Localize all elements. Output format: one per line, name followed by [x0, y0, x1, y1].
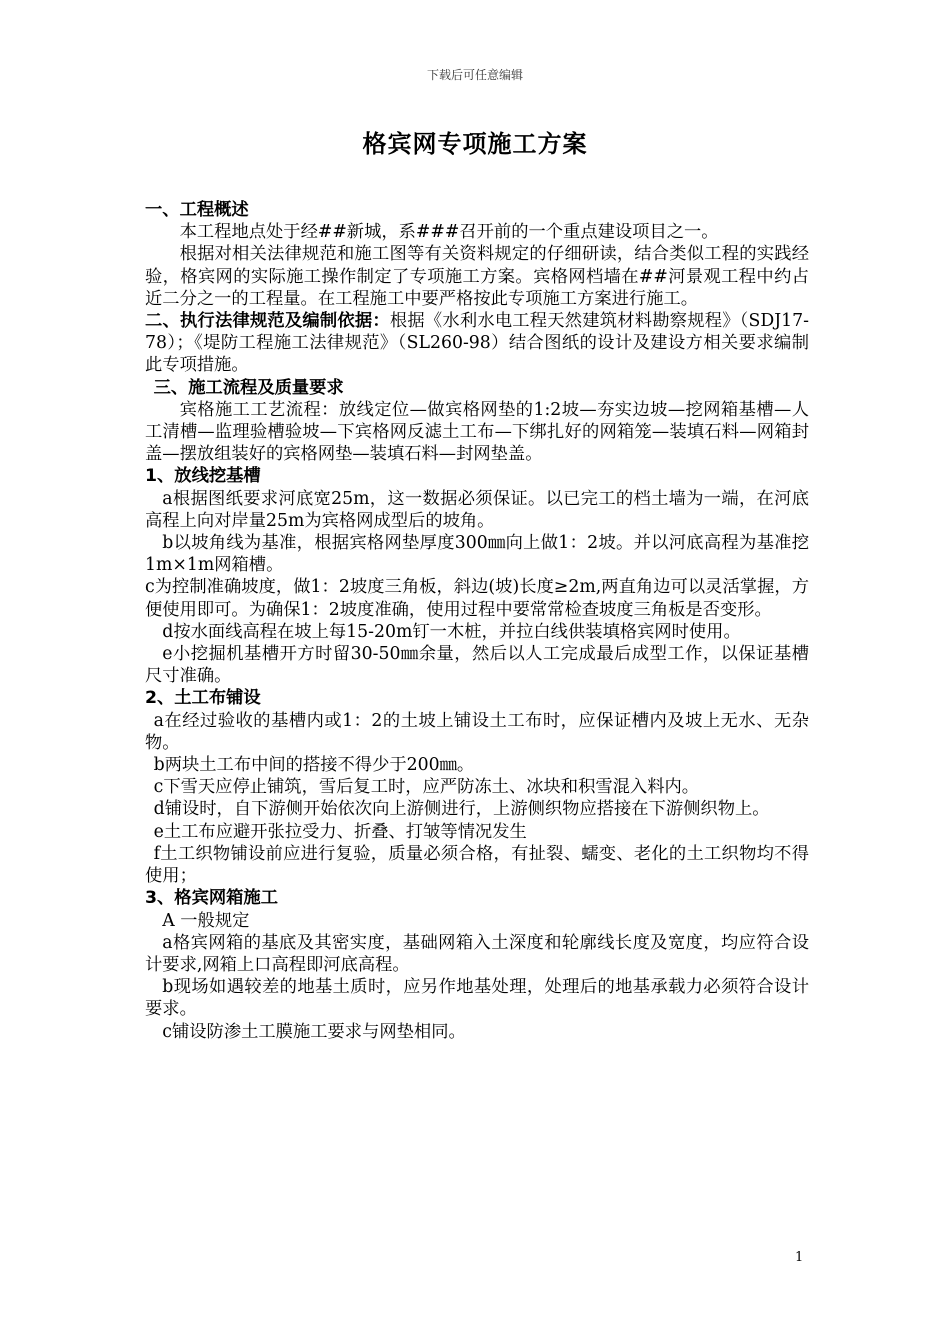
subsection-2-item-d: d铺设时，自下游侧开始依次向上游侧进行，上游侧织物应搭接在下游侧织物上。: [153, 799, 770, 820]
page-number: 1: [795, 1250, 804, 1265]
subsection-1-item-e: e小挖掘机基槽开方时留30-50㎜余量，然后以人工完成最后成型工作，以保证基槽尺寸准确。: [145, 644, 809, 687]
subsection-2-item-a: a在经过验收的基槽内或1：2的土坡上铺设土工布时，应保证槽内及坡上无水、无杂物。: [145, 710, 809, 753]
section-1-paragraph-2: 根据对相关法律规范和施工图等有关资料规定的仔细研读，结合类似工程的实践经验，格宾网的实际施工操作制定了专项施工方案。宾格网档墙在##河景观工程中约占近二分之一的工程量。在工程施工中要严格按此专项施工方案进行施工。: [145, 244, 809, 309]
subsection-2-item-e: e土工布应避开张拉受力、折叠、打皱等情况发生: [153, 821, 527, 842]
subsection-1-item-b: b以坡角线为基准，根据宾格网垫厚度300㎜向上做1：2坡。并以河底高程为基准挖1m×1m网箱槽。: [145, 533, 809, 576]
subsection-3-item-c: c铺设防渗土工膜施工要求与网垫相同。: [162, 1021, 466, 1042]
section-1-paragraph-1: 本工程地点处于经##新城，系###召开前的一个重点建设项目之一。: [179, 222, 719, 243]
section-2-text: 根据《水利水电工程天然建筑材料勘察规程》（SDJ17-78）；《堤防工程施工法律规范》（SL260-98）结合图纸的设计及建设方相关要求编制此专项措施。: [145, 311, 809, 376]
subsection-1-item-d: d按水面线高程在坡上每15-20m钉一木桩，并拉白线供装填格宾网时使用。: [162, 621, 741, 642]
subsection-1-item-c: c为控制准确坡度，做1：2坡度三角板，斜边(坡)长度≥2m,两直角边可以灵活掌握，方便使用即可。为确保1：2坡度准确，使用过程中要常常检查坡度三角板是否变形。: [145, 577, 809, 620]
subsection-2-heading: 2、土工布铺设: [145, 688, 261, 709]
section-1-heading: 一、工程概述: [145, 200, 249, 220]
section-3-paragraph-1: 宾格施工工艺流程：放线定位—做宾格网垫的1:2坡—夯实边坡—挖网箱基槽—人工清槽—监理验槽验坡—下宾格网反滤土工布—下绑扎好的网箱笼—装填石料—网箱封盖—摆放组装好的宾格网垫—装填石料—封网垫盖。: [145, 399, 809, 465]
subsection-3-item-a: a格宾网箱的基底及其密实度，基础网箱入土深度和轮廓线长度及宽度，均应符合设计要求,网箱上口高程即河底高程。: [145, 932, 809, 975]
subsection-3-general-rules: A 一般规定: [162, 910, 250, 931]
subsection-3-heading: 3、格宾网箱施工: [145, 888, 278, 909]
header-note: 下载后可任意编辑: [426, 68, 523, 82]
section-3-heading: 三、施工流程及质量要求: [153, 377, 344, 398]
section-2-paragraph: [145, 310, 809, 377]
section-2-heading: 二、执行法律规范及编制依据：: [145, 311, 390, 332]
document-body: [145, 199, 809, 1043]
subsection-3-item-b: b现场如遇较差的地基土质时，应另作地基处理，处理后的地基承载力必须符合设计要求。: [145, 977, 809, 1020]
subsection-1-item-a: a根据图纸要求河底宽25m，这一数据必须保证。以已完工的档土墙为一端，在河底高程上向对岸量25m为宾格网成型后的坡角。: [145, 488, 809, 531]
subsection-1-heading: 1、放线挖基槽: [145, 466, 261, 487]
subsection-2-item-c: c下雪天应停止铺筑，雪后复工时，应严防冻土、冰块和积雪混入料内。: [153, 777, 700, 798]
subsection-2-item-f: f土工织物铺设前应进行复验，质量必须合格，有扯裂、蠕变、老化的土工织物均不得使用；: [145, 843, 809, 887]
subsection-2-item-b: b两块土工布中间的搭接不得少于200㎜。: [153, 755, 475, 776]
document-title: 格宾网专项施工方案: [362, 130, 588, 158]
